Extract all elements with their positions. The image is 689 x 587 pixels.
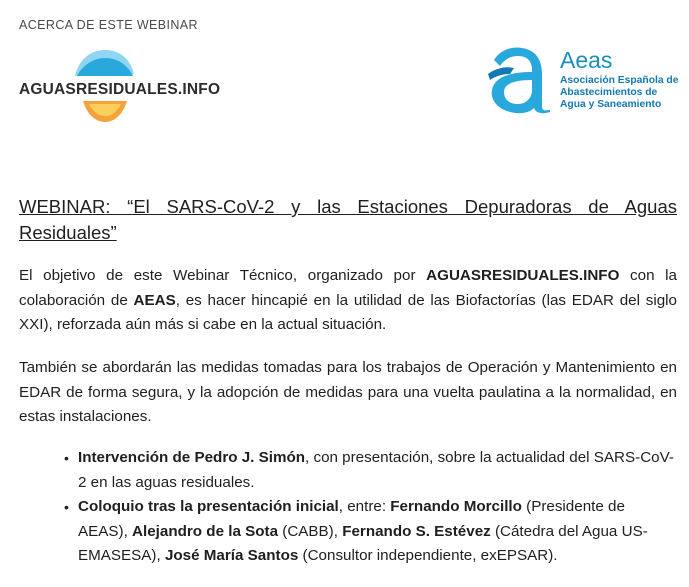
colloquium-text-5: (Consultor independiente, exEPSAR). [298, 547, 558, 564]
intro-paragraph [19, 264, 677, 338]
intro-bold-org: AGUASRESIDUALES.INFO [426, 267, 620, 284]
aguasresiduales-logo[interactable] [17, 46, 221, 128]
speaker-intervention: Intervención de Pedro J. Simón [78, 449, 306, 466]
agenda-list [60, 446, 677, 569]
colloquium-text-1: , entre: [338, 498, 391, 515]
aeas-logo-line-1: Asociación Española de [560, 75, 679, 86]
aeas-logo-line-3: Agua y Saneamiento [560, 99, 662, 110]
intro-text-1: El objetivo de este Webinar Técnico, organizado por [19, 267, 427, 284]
speaker-intervention-desc: , con presentación, sobre la actualidad del SARS-CoV-2 en las aguas residuales. [78, 449, 674, 491]
intro-bold-aeas: AEAS [133, 291, 176, 309]
aeas-a-icon [486, 44, 556, 116]
colloquium-text-2: (Presidente de AEAS), [78, 498, 625, 540]
participant-santos: José María Santos [164, 547, 299, 564]
aeas-logo[interactable] [486, 44, 686, 116]
participant-morcillo: Fernando Morcillo [390, 498, 522, 515]
list-item [60, 446, 677, 495]
aguasresiduales-logo-text: AGUASRESIDUALES.INFO [19, 81, 221, 98]
list-item [60, 495, 677, 569]
section-label: ACERCA DE ESTE WEBINAR [19, 18, 198, 32]
colloquium-text-3: (CABB), [278, 522, 343, 540]
participant-estevez: Fernando S. Estévez [342, 522, 491, 540]
measures-paragraph: También se abordarán las medidas tomadas para los trabajos de Operación y Mantenimiento en EDAR de forma segura, y la adopción de medidas para una vuelta paulatina a la normalidad, en estas instalaciones. [19, 359, 677, 425]
aeas-logo-line-2: Abastecimientos de [560, 87, 658, 98]
intro-text-2: con la colaboración de [19, 267, 677, 309]
colloquium-text-4: (Cátedra del Agua US-EMASESA), [78, 522, 648, 564]
webinar-title: WEBINAR: “El SARS-CoV-2 y las Estaciones Depuradoras de Aguas Residuales” [19, 196, 677, 243]
intro-text-3: , es hacer hincapié en la utilidad de las Biofactorías (las EDAR del siglo XXI), reforzada aún más si cabe en la actual situación. [19, 291, 677, 333]
participant-sota: Alejandro de la Sota [132, 522, 279, 540]
aeas-logo-name: Aeas [560, 47, 613, 73]
colloquium-title: Coloquio tras la presentación inicial [78, 498, 339, 515]
